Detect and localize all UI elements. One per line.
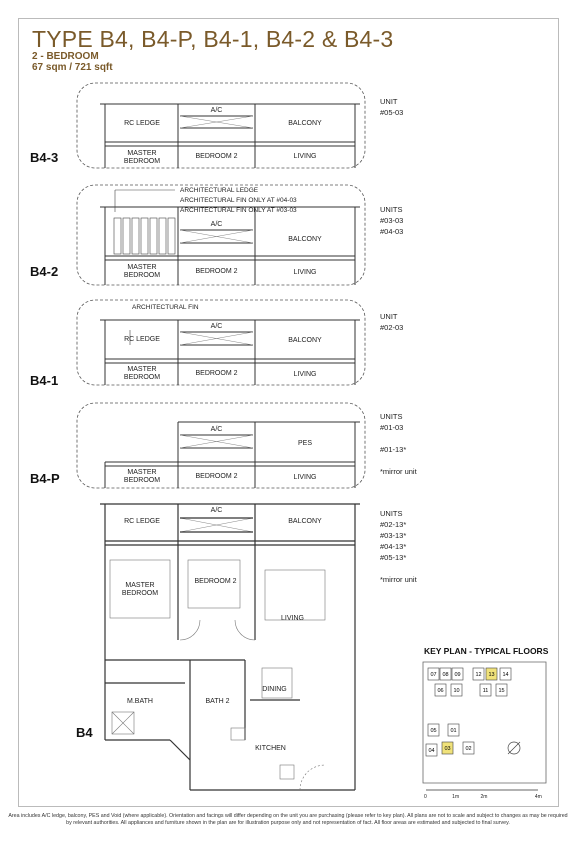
key-plan-label-03: 03 <box>444 746 451 752</box>
b4-p-bedroom2: BEDROOM 2 <box>195 473 238 480</box>
b4-rc-ledge: RC LEDGE <box>124 518 160 525</box>
b4-living: LIVING <box>281 615 304 622</box>
bedroom-type: 2 - BEDROOM <box>32 51 99 62</box>
key-plan-label-12: 12 <box>475 672 482 678</box>
key-plan-label-07: 07 <box>430 672 437 678</box>
unit-list-b4-3: UNIT #05-03 <box>380 97 404 117</box>
b4-bedroom2: BEDROOM 2 <box>194 578 237 585</box>
b4-mbath: M.BATH <box>127 698 153 705</box>
b4-1-living: LIVING <box>293 371 317 378</box>
key-plan-label-09: 09 <box>454 672 461 678</box>
arch-fin-03-note: ARCHITECTURAL FIN ONLY AT #03-03 <box>180 207 297 214</box>
b4-p-ac: A/C <box>210 426 223 433</box>
type-label-b4-1: B4-1 <box>30 373 59 388</box>
key-plan-label-11: 11 <box>482 688 489 694</box>
type-label-b4: B4 <box>76 725 93 740</box>
unit-list-b4-1: UNIT #02-03 <box>380 312 404 332</box>
b4-dining: DINING <box>262 686 287 693</box>
b4-3-balcony: BALCONY <box>288 120 322 127</box>
scale-bar-labels <box>424 794 544 800</box>
b4-p-pes: PES <box>297 440 312 447</box>
key-plan-label-04: 04 <box>428 748 435 754</box>
unit-list-b4: UNITS #02-13* #03-13* #04-13* #05-13* *mirror unit <box>380 509 417 584</box>
key-plan-label-13: 13 <box>488 672 495 678</box>
unit-area: 67 sqm / 721 sqft <box>32 62 113 73</box>
b4-3-ac: A/C <box>210 107 223 114</box>
scale-0: 0 <box>424 794 427 800</box>
b4-2-balcony: BALCONY <box>288 236 322 243</box>
kitchen-sink <box>231 728 245 740</box>
key-plan-label-02: 02 <box>465 746 472 752</box>
b4-3-rc-ledge: RC LEDGE <box>124 120 160 127</box>
unit-list-b4-p: UNITS #01-03 #01-13* *mirror unit <box>380 412 417 476</box>
b4-3-bedroom2: BEDROOM 2 <box>195 153 238 160</box>
key-plan-label-01: 01 <box>450 728 457 734</box>
b4-1-bedroom2: BEDROOM 2 <box>195 370 238 377</box>
scale-2: 2m <box>480 794 488 800</box>
b4-2-ac: A/C <box>210 221 223 228</box>
b4-ac: A/C <box>210 507 223 514</box>
hob <box>280 765 294 779</box>
b4-kitchen: KITCHEN <box>255 745 286 752</box>
b4-3-master: MASTER BEDROOM <box>123 150 161 165</box>
unit-list-b4-2: UNITS #03-03 #04-03 <box>380 205 404 236</box>
type-label-b4-p: B4-P <box>30 471 60 486</box>
key-plan-label-10: 10 <box>453 688 460 694</box>
b4-1-rc-ledge: RC LEDGE <box>124 336 160 343</box>
b4-bath2: BATH 2 <box>205 698 230 705</box>
arch-ledge-note: ARCHITECTURAL LEDGE <box>180 187 259 194</box>
scale-4: 4m <box>534 794 542 800</box>
b4-p-master: MASTER BEDROOM <box>123 469 161 484</box>
key-plan-label-08: 08 <box>442 672 449 678</box>
key-plan <box>418 658 553 798</box>
sofa <box>265 570 325 620</box>
type-label-b4-2: B4-2 <box>30 264 59 279</box>
b4-master: MASTER BEDROOM <box>121 582 159 597</box>
key-plan-label-06: 06 <box>437 688 444 694</box>
page-title: TYPE B4, B4-P, B4-1, B4-2 & B4-3 <box>32 26 394 52</box>
b4-balcony: BALCONY <box>288 518 322 525</box>
b4-1-master: MASTER BEDROOM <box>123 366 161 381</box>
b4-2-living: LIVING <box>293 269 317 276</box>
b4-2-bedroom2: BEDROOM 2 <box>195 268 238 275</box>
key-plan-label-14: 14 <box>502 672 509 678</box>
key-plan-label-15: 15 <box>498 688 505 694</box>
key-plan-label-05: 05 <box>430 728 437 734</box>
b4-p-living: LIVING <box>293 474 317 481</box>
key-plan-title: KEY PLAN - TYPICAL FLOORS <box>424 646 549 656</box>
arch-fin-note: ARCHITECTURAL FIN <box>132 304 199 311</box>
b4-3-living: LIVING <box>293 153 317 160</box>
b4-1-ac: A/C <box>210 323 223 330</box>
arch-fin-04-note: ARCHITECTURAL FIN ONLY AT #04-03 <box>180 197 297 204</box>
b4-2-master: MASTER BEDROOM <box>123 264 161 279</box>
scale-1: 1m <box>452 794 460 800</box>
b4-1-balcony: BALCONY <box>288 337 322 344</box>
type-label-b4-3: B4-3 <box>30 150 59 165</box>
disclaimer-footer: Area includes A/C ledge, balcony, PES and Void (where applicable). Orientation and facings will differ depending on the unit you are purchasing (please refer to key plan). All plans are not to scale and subject to changes as may be required by relevant authorities. All appliances and furniture shown in the plan are for illustration purpose only and not representation of fact. All floor areas are estimated and subjected to final survey. <box>8 813 568 826</box>
